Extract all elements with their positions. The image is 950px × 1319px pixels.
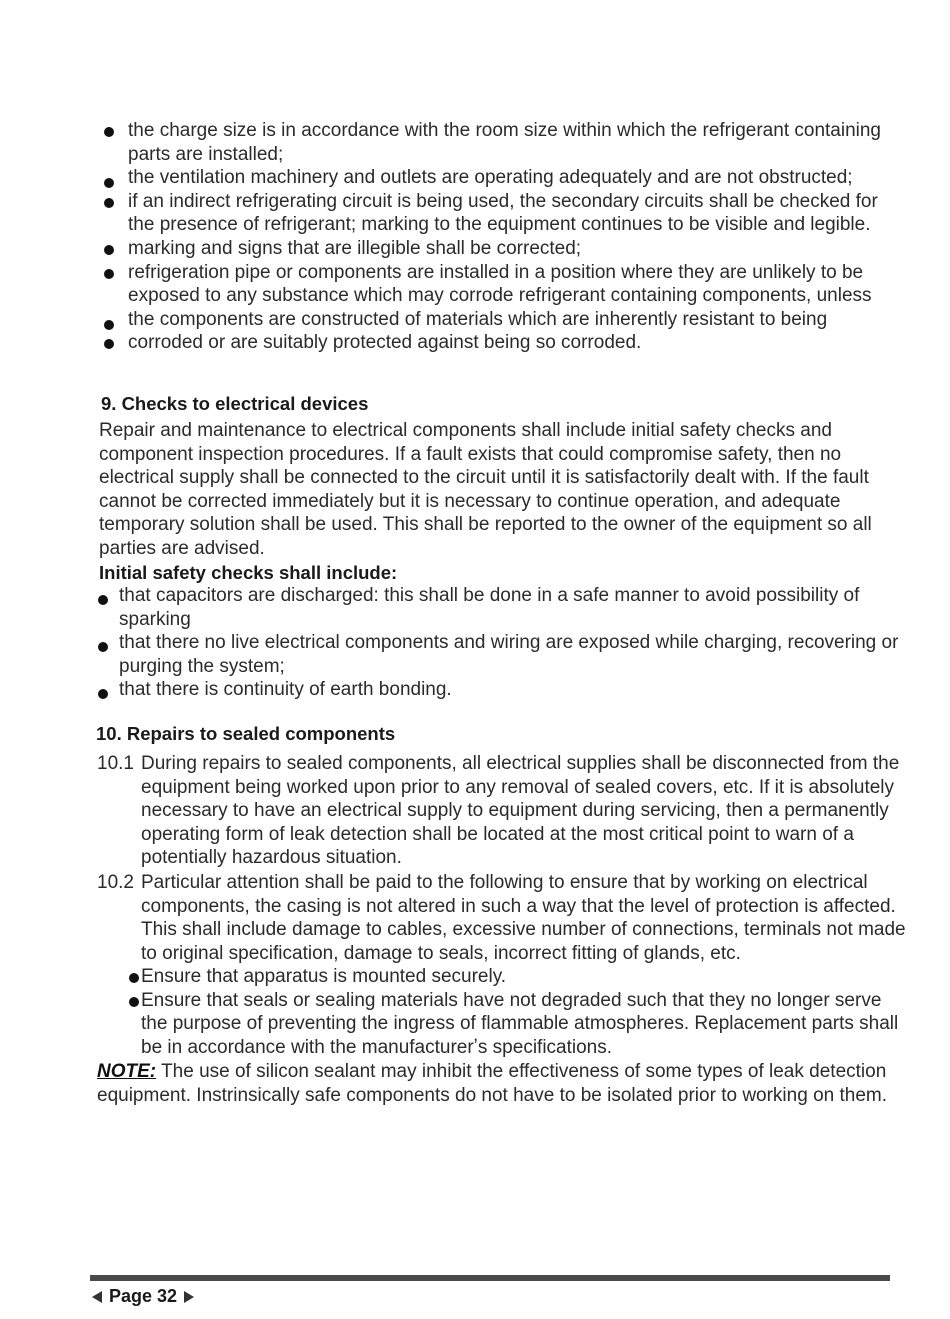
list-item-text: that capacitors are discharged: this shall be done in a safe manner to avoid possibility of sparking (119, 585, 860, 630)
list-item-text: the charge size is in accordance with the room size within which the refrigerant containing parts are installed; (128, 120, 881, 165)
bullet-icon (129, 997, 139, 1007)
bullet-icon (104, 245, 114, 255)
list-item (119, 678, 909, 702)
list-item (128, 237, 898, 261)
bullet-icon (104, 339, 114, 349)
list-item-text: the ventilation machinery and outlets are operating adequately and are not obstructed; (128, 167, 853, 189)
note-label: NOTE: (97, 1061, 157, 1082)
list-item-text: if an indirect refrigerating circuit is being used, the secondary circuits shall be checked for the presence of refrigerant; marking to the equipment continues to be visible and legible. (128, 190, 878, 236)
section-10-heading: 10. Repairs to sealed components (96, 723, 396, 744)
item-text: Particular attention shall be paid to the following to ensure that by working on electrical components, the casing is not altered in such a way that the level of protection is affected. This shall include damage to cables, excessive number of connections, terminals not made to original specification, damage to seals, incorrect fitting of glands, etc. (141, 872, 906, 964)
bullet-icon (104, 198, 114, 208)
bullet-icon (98, 595, 108, 605)
refrigerant-checks-list (128, 119, 898, 355)
bullet-icon (104, 320, 114, 330)
list-item-text: refrigeration pipe or components are installed in a position where they are unlikely to be exposed to any substance which may corrode refrigerant containing components, unless (128, 261, 872, 307)
next-page-icon[interactable] (184, 1291, 194, 1303)
page-number: Page 32 (109, 1286, 178, 1307)
item-text: During repairs to sealed components, all electrical supplies shall be disconnected from the equipment being worked upon prior to any removal of sealed covers, etc. If it is absolutely necessary to have an electrical supply to equipment during servicing, then a permanently operating form of leak detection shall be located at the most critical point to warn of a potentially hazardous situation. (141, 753, 900, 869)
item-number: 10.2 (97, 872, 134, 893)
list-item-text: the components are constructed of materials which are inherently resistant to being (128, 308, 828, 330)
list-item (119, 631, 909, 678)
initial-checks-list (119, 584, 909, 702)
list-item-text: that there no live electrical components and wiring are exposed while charging, recovering or purging the system; (119, 632, 899, 677)
initial-checks-subheading: Initial safety checks shall include: (99, 562, 398, 583)
bullet-icon (104, 178, 114, 188)
list-item (128, 119, 898, 166)
numbered-item-10-2 (97, 871, 907, 965)
bullet-icon (129, 973, 139, 983)
numbered-item-10-1 (97, 752, 907, 870)
list-item (119, 584, 909, 631)
bullet-icon (98, 689, 108, 699)
section-9-paragraph: Repair and maintenance to electrical components shall include initial safety checks and component inspection procedures. If a fault exists that could compromise safety, then no electrical supply shall be connected to the circuit until it is satisfactorily dealt with. If the fault cannot be corrected immediately but it is necessary to continue operation, and adequate temporary solution shall be used. This shall be reported to the owner of the equipment so all parties are advised. (99, 420, 872, 559)
list-item (128, 190, 898, 237)
list-item-text: that there is continuity of earth bonding. (119, 679, 452, 701)
bullet-icon (104, 127, 114, 137)
note-text: The use of silicon sealant may inhibit the effectiveness of some types of leak detection equipment. Instrinsically safe components do not have to be isolated prior to working on them. (97, 1061, 887, 1106)
section-9-heading: 9. Checks to electrical devices (101, 393, 369, 414)
bullet-icon (98, 642, 108, 652)
list-item (141, 965, 901, 989)
page-footer (92, 1286, 194, 1308)
list-item (128, 331, 898, 355)
list-item-text: marking and signs that are illegible shall be corrected; (128, 237, 582, 259)
list-item (128, 308, 898, 332)
sealed-components-sublist (141, 965, 901, 1059)
list-item-text: Ensure that apparatus is mounted securely. (141, 966, 507, 987)
list-item-text: Ensure that seals or sealing materials have not degraded such that they no longer serve the purpose of preventing the ingress of flammable atmospheres. Replacement parts shall be in accordance with the manufacturerʼs specifications. (141, 989, 899, 1058)
list-item (128, 261, 898, 308)
list-item-text: corroded or are suitably protected against being so corroded. (128, 332, 642, 354)
list-item (141, 989, 901, 1060)
list-item (128, 166, 898, 190)
note-paragraph (97, 1060, 897, 1107)
previous-page-icon[interactable] (92, 1291, 102, 1303)
footer-divider (90, 1275, 890, 1281)
bullet-icon (104, 269, 114, 279)
item-number: 10.1 (97, 753, 134, 774)
